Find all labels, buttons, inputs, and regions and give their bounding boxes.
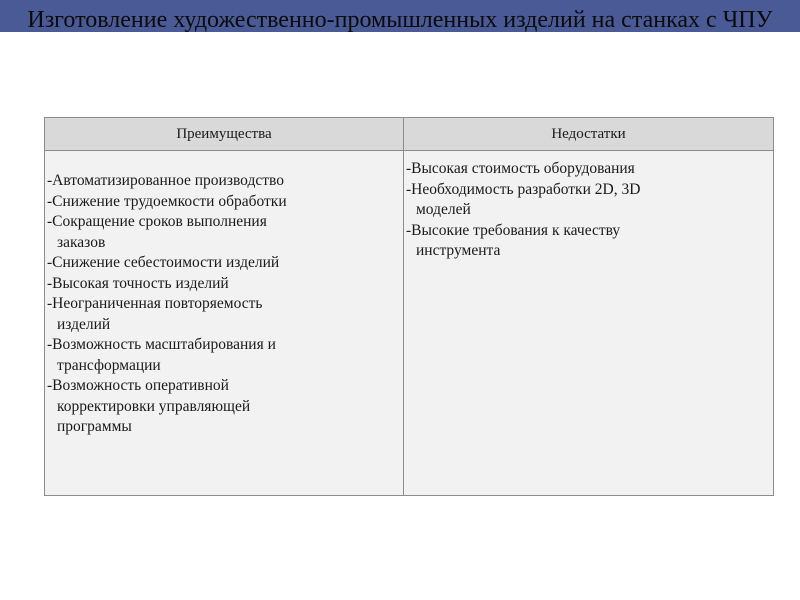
advantage-item: -Высокая точность изделий (47, 274, 229, 292)
disadvantages-list (404, 159, 773, 262)
header-advantages: Преимущества (45, 118, 404, 150)
advantage-item: -Неограниченная повторяемость изделий (47, 295, 263, 333)
disadvantage-item: -Высокие требования к качеству инструмента (406, 221, 621, 259)
table-body-row (45, 151, 773, 495)
slide-title: Изготовление художественно-промышленных изделий на станках с ЧПУ (27, 7, 773, 33)
header-disadvantages: Недостатки (551, 125, 626, 142)
advantages-list (45, 171, 403, 438)
table-header-row (45, 118, 773, 151)
advantage-item: -Снижение трудоемкости обработки (47, 192, 287, 210)
advantages-cell (45, 151, 404, 495)
disadvantage-item: -Необходимость разработки 2D, 3D моделей (406, 180, 641, 218)
advantage-item: -Автоматизированное производство (47, 172, 284, 189)
advantage-item: -Сокращение сроков выполнения заказов (47, 213, 267, 251)
advantage-item: -Возможность оперативной корректировки управляющей программы (47, 377, 251, 435)
advantage-item: -Возможность масштабирования и трансформации (47, 336, 276, 374)
advantage-item: -Снижение себестоимости изделий (47, 254, 280, 271)
disadvantage-item: -Высокая стоимость оборудования (406, 160, 635, 177)
comparison-table (44, 117, 774, 496)
disadvantages-cell (404, 151, 773, 495)
